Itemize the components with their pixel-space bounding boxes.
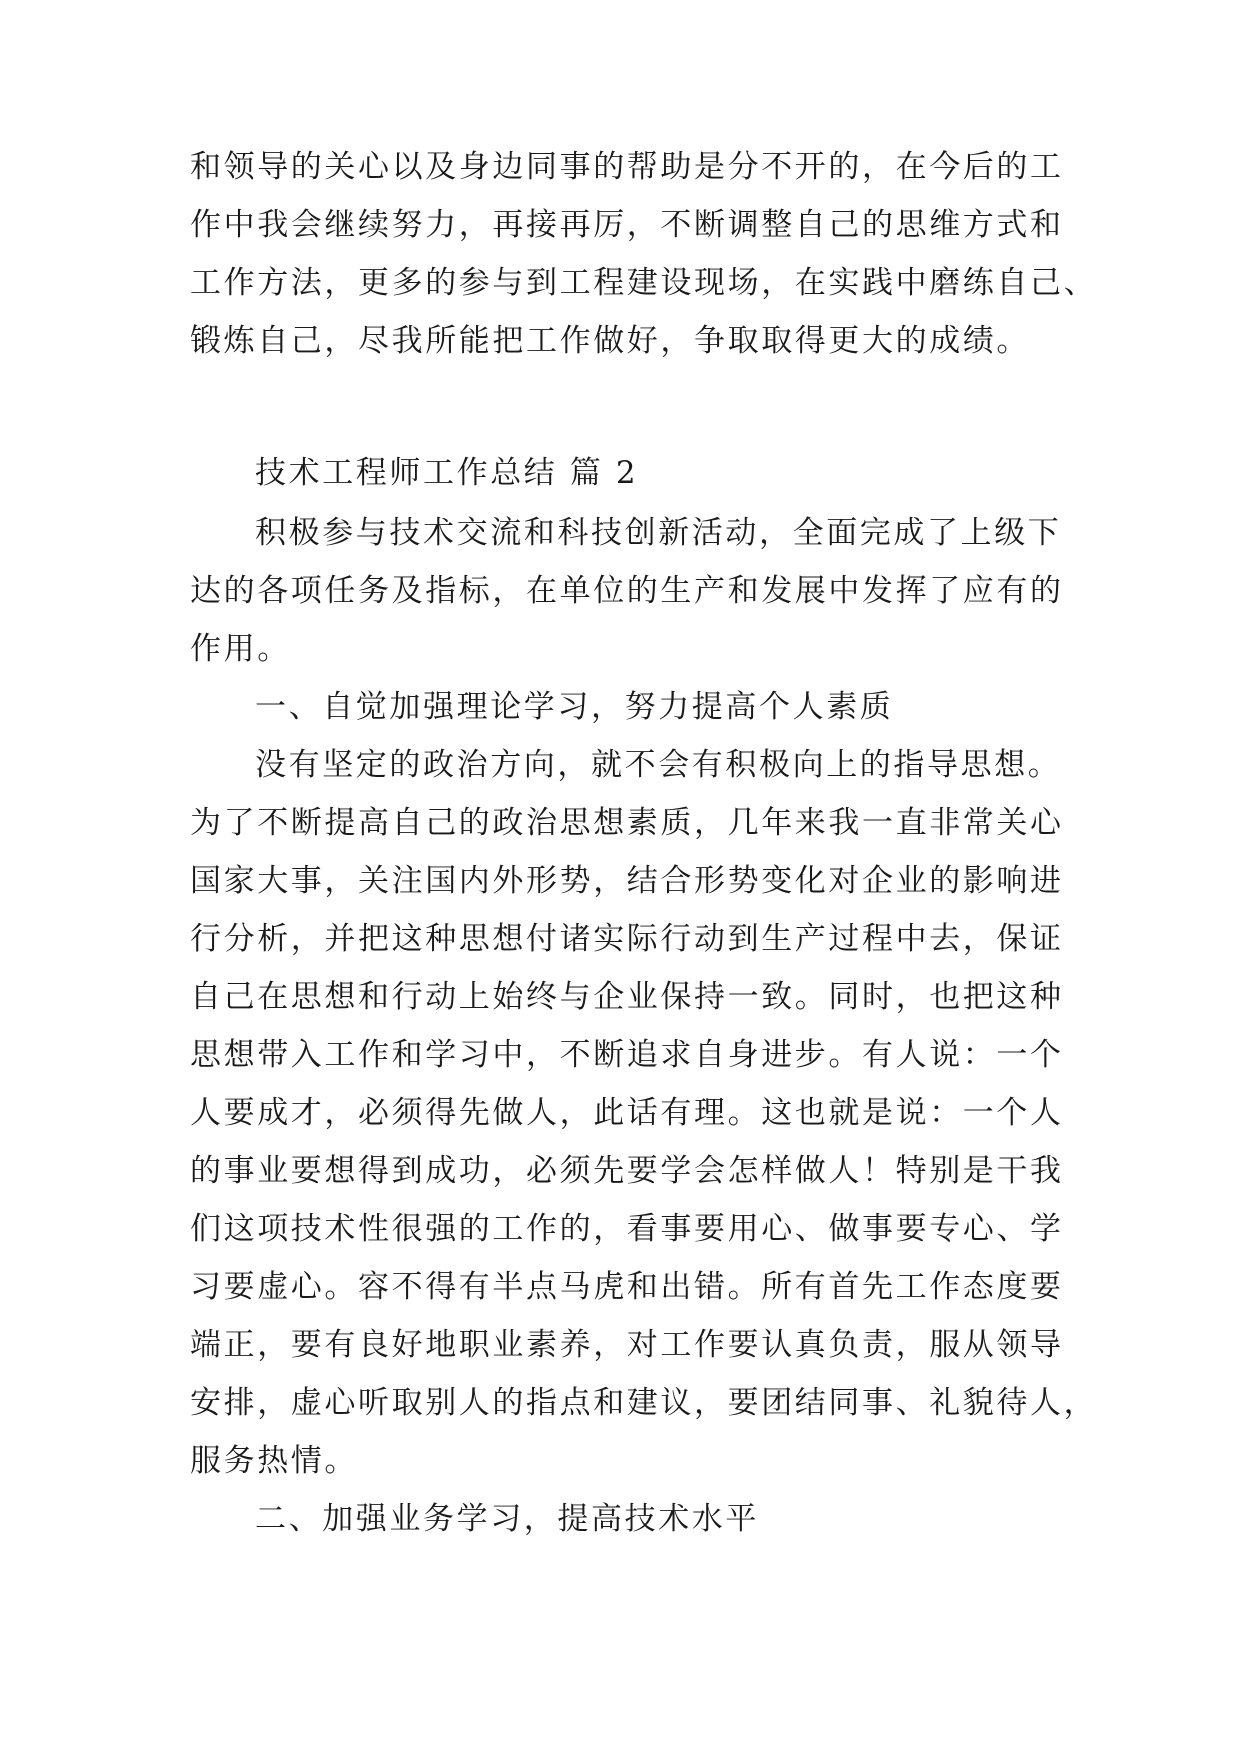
intro-line-3: 作用。 [190, 631, 291, 667]
heading-2: 二、加强业务学习，提高技术水平 [255, 1501, 759, 1537]
para1-line-3: 国家大事，关注国内外形势，结合形势变化对企业的影响进 [190, 863, 1064, 899]
section1-line-1: 和领导的关心以及身边同事的帮助是分不开的，在今后的工 [190, 149, 1064, 185]
para1-line-13: 服务热情。 [190, 1443, 358, 1479]
para1-line-2: 为了不断提高自己的政治思想素质，几年来我一直非常关心 [190, 805, 1064, 841]
intro-line-2: 达的各项任务及指标，在单位的生产和发展中发挥了应有的 [190, 573, 1064, 609]
section1-line-3: 工作方法，更多的参与到工程建设现场，在实践中磨练自己、 [190, 265, 1098, 301]
para1-line-11: 端正，要有良好地职业素养，对工作要认真负责，服从领导 [190, 1327, 1064, 1363]
para1-line-5: 自己在思想和行动上始终与企业保持一致。同时，也把这种 [190, 979, 1064, 1015]
para1-line-12: 安排，虚心听取别人的指点和建议，要团结同事、礼貌待人， [190, 1385, 1098, 1421]
intro-line-1: 积极参与技术交流和科技创新活动，全面完成了上级下 [255, 515, 1062, 551]
para1-line-7: 人要成才，必须得先做人，此话有理。这也就是说：一个人 [190, 1095, 1064, 1131]
para1-line-6: 思想带入工作和学习中，不断追求自身进步。有人说：一个 [190, 1037, 1064, 1073]
section1-line-2: 作中我会继续努力，再接再厉，不断调整自己的思维方式和 [190, 207, 1064, 243]
para1-line-9: 们这项技术性很强的工作的，看事要用心、做事要专心、学 [190, 1211, 1064, 1247]
para1-line-8: 的事业要想得到成功，必须先要学会怎样做人！特别是干我 [190, 1153, 1064, 1189]
section1-line-4: 锻炼自己，尽我所能把工作做好，争取取得更大的成绩。 [190, 323, 1030, 359]
section2-title: 技术工程师工作总结 篇 2 [255, 455, 639, 491]
para1-line-10: 习要虚心。容不得有半点马虎和出错。所有首先工作态度要 [190, 1269, 1064, 1305]
para1-line-4: 行分析，并把这种思想付诸实际行动到生产过程中去，保证 [190, 921, 1064, 957]
para1-line-1: 没有坚定的政治方向，就不会有积极向上的指导思想。 [255, 747, 1062, 783]
heading-1: 一、自觉加强理论学习，努力提高个人素质 [255, 689, 894, 725]
